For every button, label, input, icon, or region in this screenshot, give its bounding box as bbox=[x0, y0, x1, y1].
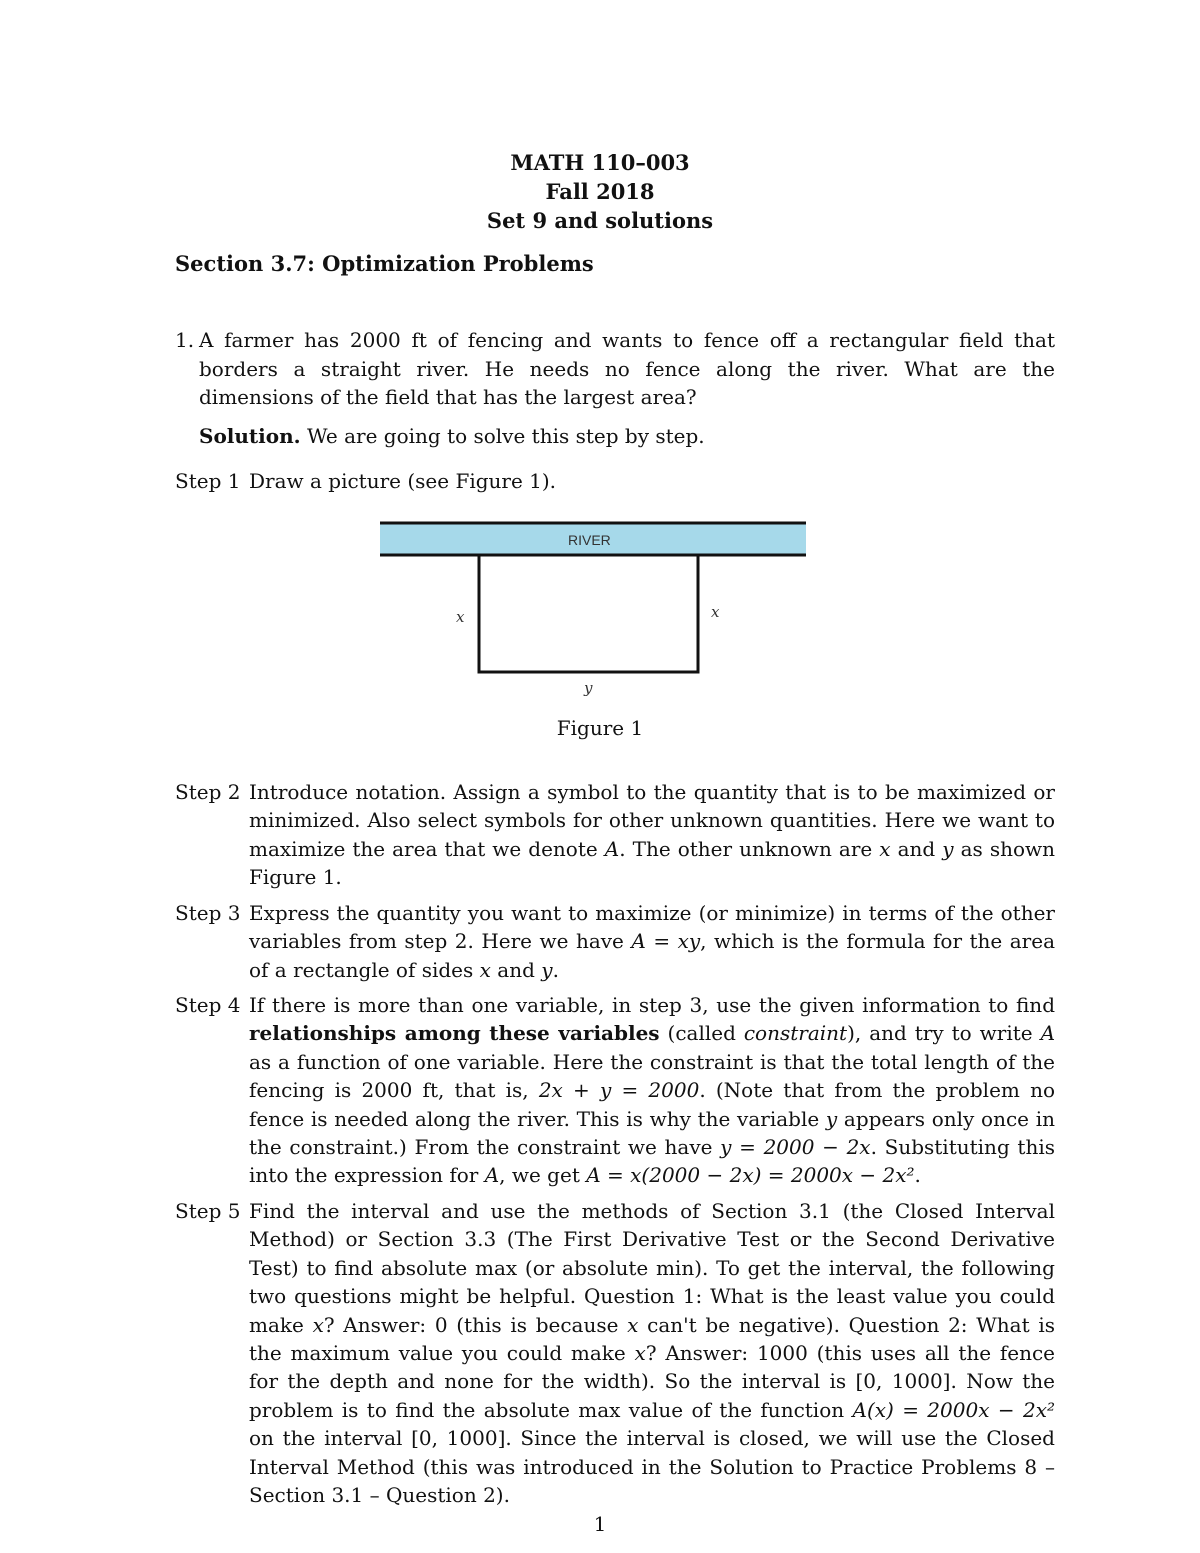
step-1 bbox=[175, 467, 1055, 495]
text-run: ? Answer: 0 (this is because bbox=[323, 1312, 628, 1337]
solution-text: We are going to solve this step by step. bbox=[300, 423, 705, 448]
text-run: . bbox=[914, 1163, 921, 1188]
step-text bbox=[249, 1197, 1055, 1509]
math-var: x bbox=[634, 1341, 646, 1366]
step-text: Draw a picture (see Figure 1). bbox=[249, 469, 557, 493]
text-run: Introduce notation. Assign a symbol to the quantity that is to be maximized or minimized. Also select symbols for other unknown quantities. Here we want to maximize the area that we denote bbox=[249, 780, 1055, 861]
solution-label: Solution. bbox=[199, 423, 301, 448]
step-label: Step 1 bbox=[175, 469, 241, 493]
right-side-label: x bbox=[711, 603, 720, 621]
text-run: on the interval [0, 1000]. Since the interval is closed, we will use the Closed Interval Method (this was introduced in the Solution to Practice Problems 8 –Section 3.1 – Question 2). bbox=[249, 1426, 1055, 1508]
field-fence bbox=[479, 555, 698, 672]
page-number: 1 bbox=[593, 1512, 607, 1536]
text-run: . (Note that from the problem no fence is needed along the river. This is why the variable bbox=[249, 1078, 1055, 1131]
bold-phrase: relationships among these variables bbox=[249, 1021, 660, 1046]
text-run: and bbox=[490, 957, 542, 982]
text-run: , which is the formula for the area of a rectangle of sides bbox=[249, 929, 1055, 982]
text-run: as a function of one variable. Here the constraint is that the total length of the fencing is 2000 ft, that is, bbox=[249, 1049, 1055, 1103]
text-run: Express the quantity you want to maximize (or minimize) in terms of the other variables from step 2. Here we have bbox=[249, 901, 1055, 954]
solution-line bbox=[199, 422, 1055, 451]
step-label: Step 4 bbox=[175, 993, 241, 1017]
step-text bbox=[249, 899, 1055, 984]
math-var: x bbox=[312, 1312, 324, 1337]
math-equation: A(x) = 2000x − 2x² bbox=[852, 1397, 1055, 1422]
math-var: A bbox=[1040, 1021, 1056, 1046]
math-var: x bbox=[627, 1312, 639, 1337]
step-label: Step 5 bbox=[175, 1199, 241, 1223]
document-header bbox=[0, 148, 1200, 235]
left-side-label: x bbox=[456, 608, 465, 626]
step-text bbox=[249, 778, 1055, 892]
problem-text: A farmer has 2000 ft of fencing and wants to fence off a rectangular field that borders a straight river. He needs no fence along the river. What are the dimensions of the field that has the largest area? bbox=[199, 328, 1055, 409]
text-run: , we get bbox=[499, 1163, 587, 1188]
text-run: appears only once in the constraint.) From the constraint we have bbox=[249, 1106, 1055, 1160]
math-var: A bbox=[484, 1163, 500, 1188]
bottom-side-label: y bbox=[584, 679, 593, 697]
step-3 bbox=[175, 899, 1055, 984]
step-label: Step 3 bbox=[175, 901, 241, 925]
text-run: ), and try to write bbox=[847, 1021, 1041, 1046]
step-2 bbox=[175, 778, 1055, 892]
math-equation: A = xy bbox=[631, 929, 701, 954]
italic-term: constraint bbox=[743, 1021, 848, 1046]
problem-1 bbox=[175, 326, 1055, 450]
text-run: (called bbox=[659, 1021, 744, 1046]
river-label: RIVER bbox=[568, 532, 611, 548]
text-run: and bbox=[890, 836, 943, 861]
step-4 bbox=[175, 991, 1055, 1190]
text-run: If there is more than one variable, in step 3, use the given information to find bbox=[249, 993, 1055, 1017]
figure-1 bbox=[378, 518, 808, 698]
math-var: y bbox=[942, 836, 954, 861]
problem-number: 1. bbox=[175, 328, 195, 352]
text-run: Find the interval and use the methods of Section 3.1 (the Closed Interval Method) or Section 3.3 (The First Derivative Test or the Second Derivative Test) to find absolute max (or absolute min). To get the interval, the following two questions might be helpful. Question 1: What is the least value you could make bbox=[249, 1199, 1055, 1337]
text-run: . bbox=[552, 957, 559, 982]
step-text bbox=[249, 991, 1055, 1190]
text-run: can't be negative). Question 2: What is the maximum value you could make bbox=[249, 1312, 1056, 1366]
figure-caption: Figure 1 bbox=[556, 716, 644, 740]
step-label: Step 2 bbox=[175, 780, 241, 804]
course-title: MATH 110–003 bbox=[510, 150, 690, 175]
section-title: Section 3.7: Optimization Problems bbox=[175, 251, 594, 276]
term: Fall 2018 bbox=[545, 179, 655, 204]
set-title: Set 9 and solutions bbox=[486, 208, 714, 233]
step-5 bbox=[175, 1197, 1055, 1509]
math-equation: A = x(2000 − 2x) = 2000x − 2x² bbox=[586, 1163, 915, 1188]
math-equation: 2x + y = 2000 bbox=[538, 1078, 700, 1103]
math-var: y bbox=[541, 957, 553, 982]
math-equation: y = 2000 − 2x bbox=[720, 1135, 871, 1160]
math-var: x bbox=[879, 836, 891, 861]
text-run: as shown Figure 1. bbox=[249, 836, 1056, 890]
math-var: A bbox=[604, 836, 620, 861]
math-var: y bbox=[825, 1106, 838, 1131]
text-run: . Substituting this into the expression for bbox=[249, 1135, 1055, 1188]
math-var: x bbox=[479, 957, 491, 982]
text-run: . The other unknown are bbox=[619, 836, 880, 861]
text-run: ? Answer: 1000 (this uses all the fence for the depth and none for the width). So the interval is [0, 1000]. Now the problem is to find the absolute max value of the function bbox=[249, 1341, 1056, 1422]
